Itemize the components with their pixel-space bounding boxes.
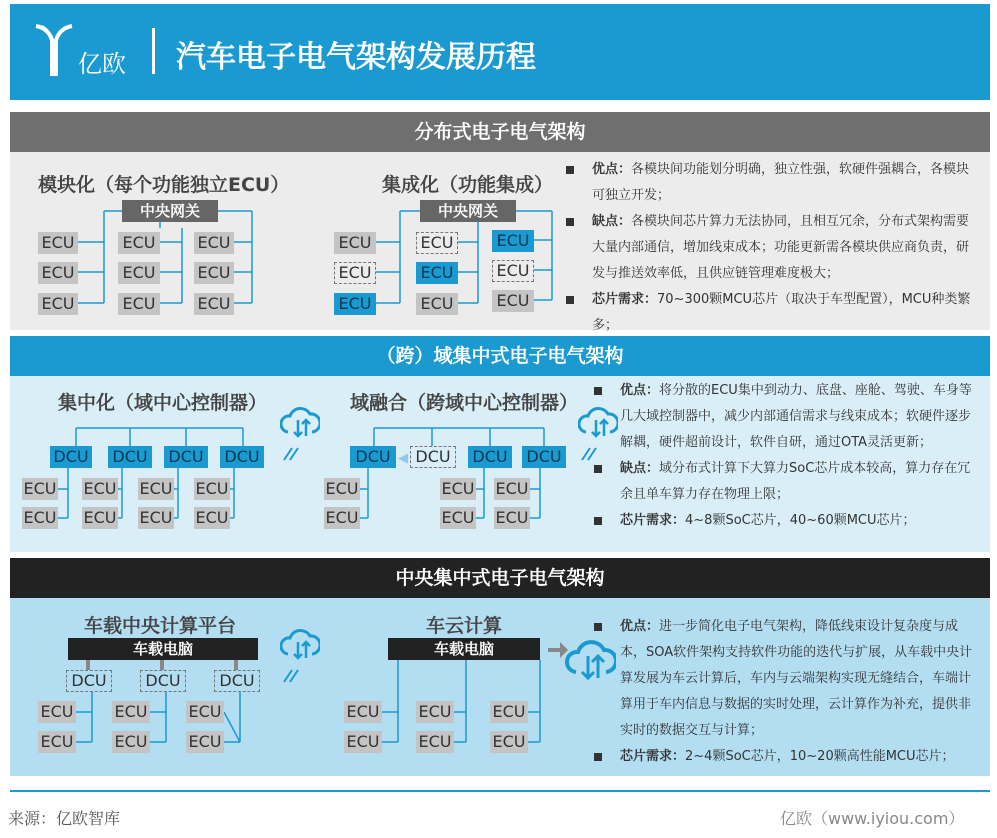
vehicle-computer-left: 车载电脑	[68, 638, 258, 660]
ecu-box: ECU	[38, 293, 78, 315]
ecu-box: ECU	[83, 479, 117, 498]
integrated-title: 集成化（功能集成）	[382, 174, 554, 196]
ecu-box: ECU	[139, 479, 173, 498]
note-text: 2~4颗SoC芯片，10~20颗高性能MCU芯片；	[685, 749, 955, 764]
ecu-dashed-box: ECU	[334, 262, 376, 284]
note-item	[594, 614, 978, 744]
distributed-notes	[566, 157, 976, 339]
ecu-box: ECU	[118, 232, 160, 254]
note-text: 70~300颗MCU芯片（取决于车型配置），MCU种类繁多；	[592, 292, 971, 333]
ecu-box: ECU	[492, 290, 534, 312]
cloud-sync-icon	[280, 624, 320, 686]
ecu-box: ECU	[416, 731, 454, 753]
dcu-dashed-box: DCU	[214, 670, 260, 692]
note-text: 各模块间功能划分明确，独立性强，软硬件强耦合，各模块可独立开发；	[592, 162, 970, 203]
note-label: 芯片需求：	[592, 292, 658, 307]
footer-site: 亿欧（www.iyiou.com）	[780, 809, 965, 828]
ecu-box: ECU	[344, 731, 382, 753]
note-item	[594, 508, 978, 534]
dcu-box: DCU	[468, 446, 512, 468]
centralized-title: 集中化（域中心控制器）	[58, 392, 268, 414]
ecu-box: ECU	[83, 508, 117, 527]
ecu-box: ECU	[23, 508, 57, 527]
note-item	[566, 287, 976, 339]
vehicle-computer-right: 车载电脑	[388, 638, 540, 660]
dcu-dashed-box: DCU	[140, 670, 186, 692]
ecu-box: ECU	[38, 232, 78, 254]
ecu-box: ECU	[344, 701, 382, 723]
dcu-dashed-box: DCU	[410, 446, 456, 468]
ecu-box: ECU	[441, 479, 475, 498]
ecu-box: ECU	[334, 232, 376, 254]
vehicle-cloud-title: 车云计算	[426, 615, 503, 637]
ecu-box: ECU	[38, 262, 78, 284]
ecu-box: ECU	[38, 701, 76, 723]
ecu-box: ECU	[186, 731, 224, 753]
note-label: 优点：	[592, 162, 632, 177]
ecu-dashed-box: ECU	[416, 232, 458, 254]
ecu-box: ECU	[112, 701, 150, 723]
dcu-box: DCU	[164, 446, 208, 468]
ecu-box: ECU	[38, 731, 76, 753]
ecu-box: ECU	[195, 479, 229, 498]
ecu-box: ECU	[118, 262, 160, 284]
ecu-box: ECU	[495, 508, 529, 527]
ecu-box: ECU	[194, 293, 234, 315]
ecu-box: ECU	[416, 701, 454, 723]
ecu-box: ECU	[112, 731, 150, 753]
dcu-dashed-box: DCU	[66, 670, 112, 692]
note-item	[566, 157, 976, 209]
section-distributed-bar: 分布式电子电气架构	[10, 112, 990, 152]
note-text: 各模块间芯片算力无法协同，且相互冗余，分布式架构需要大量内部通信，增加线束成本；功能更新需各模块供应商负责，研发与推送效率低，且供应链管理难度极大；	[592, 214, 970, 281]
vehicle-central-platform-title: 车载中央计算平台	[84, 615, 237, 637]
footer-divider	[10, 790, 990, 792]
note-text: 域分布式计算下大算力SoC芯片成本较高，算力存在冗余且单车算力存在物理上限；	[620, 461, 971, 502]
central-gateway-right: 中央网关	[420, 200, 516, 222]
ecu-box: ECU	[139, 508, 173, 527]
note-label: 芯片需求：	[620, 513, 686, 528]
ecu-box: ECU	[186, 701, 224, 723]
ecu-box: ECU	[325, 479, 359, 498]
page-title: 汽车电子电气架构发展历程	[176, 40, 536, 75]
note-label: 缺点：	[620, 461, 660, 476]
ecu-box: ECU	[441, 508, 475, 527]
dcu-box: DCU	[50, 446, 92, 468]
cloud-sync-icon	[280, 402, 320, 464]
central-gateway-left: 中央网关	[122, 200, 218, 222]
note-item	[594, 456, 978, 508]
central-notes	[594, 614, 978, 770]
domain-notes	[594, 378, 978, 534]
ecu-box: ECU	[23, 479, 57, 498]
dcu-box: DCU	[350, 446, 396, 468]
note-item	[594, 378, 978, 456]
ecu-dashed-box: ECU	[492, 260, 534, 282]
note-text: 进一步简化电子电气架构，降低线束设计复杂度与成本，SOA软件架构支持软件功能的迭代与扩展，从车载中央计算发展为车云计算后，车内与云端架构实现无缝结合，车端计算用于车内信息与数据的实时处理，云计算作为补充，提供非实时的数据交互与计算；	[620, 619, 973, 738]
footer-source: 来源：亿欧智库	[8, 809, 121, 828]
ecu-box: ECU	[490, 701, 528, 723]
ecu-box: ECU	[325, 508, 359, 527]
ecu-box: ECU	[194, 232, 234, 254]
note-text: 4~8颗SoC芯片，40~60颗MCU芯片；	[685, 513, 916, 528]
ecu-box: ECU	[194, 262, 234, 284]
note-label: 芯片需求：	[620, 749, 686, 764]
ecu-integrated-box: ECU	[416, 262, 458, 284]
section-domain-bar: （跨）域集中式电子电气架构	[10, 336, 990, 376]
note-text: 将分散的ECU集中到动力、底盘、座舱、驾驶、车身等几大域控制器中，减少内部通信需求与线束成本；软硬件逐步解耦，硬件超前设计，软件自研，通过OTA灵活更新；	[620, 383, 972, 450]
ecu-box: ECU	[490, 731, 528, 753]
modular-title: 模块化（每个功能独立ECU）	[38, 174, 290, 196]
merge-arrow-icon: ◀	[398, 451, 408, 466]
ecu-box: ECU	[416, 293, 458, 315]
note-label: 优点：	[620, 383, 660, 398]
note-item	[594, 744, 978, 770]
note-item	[566, 209, 976, 287]
ecu-box: ECU	[195, 508, 229, 527]
dcu-box: DCU	[108, 446, 152, 468]
ecu-box: ECU	[495, 479, 529, 498]
ecu-integrated-box: ECU	[334, 293, 376, 315]
logo-text: 亿欧	[78, 50, 126, 78]
note-label: 优点：	[620, 619, 660, 634]
section-central-bar: 中央集中式电子电气架构	[10, 558, 990, 598]
ecu-box: ECU	[118, 293, 160, 315]
fusion-title: 域融合（跨域中心控制器）	[350, 392, 579, 414]
ecu-integrated-box: ECU	[492, 230, 534, 252]
note-label: 缺点：	[592, 214, 632, 229]
dcu-box: DCU	[220, 446, 264, 468]
dcu-box: DCU	[522, 446, 566, 468]
